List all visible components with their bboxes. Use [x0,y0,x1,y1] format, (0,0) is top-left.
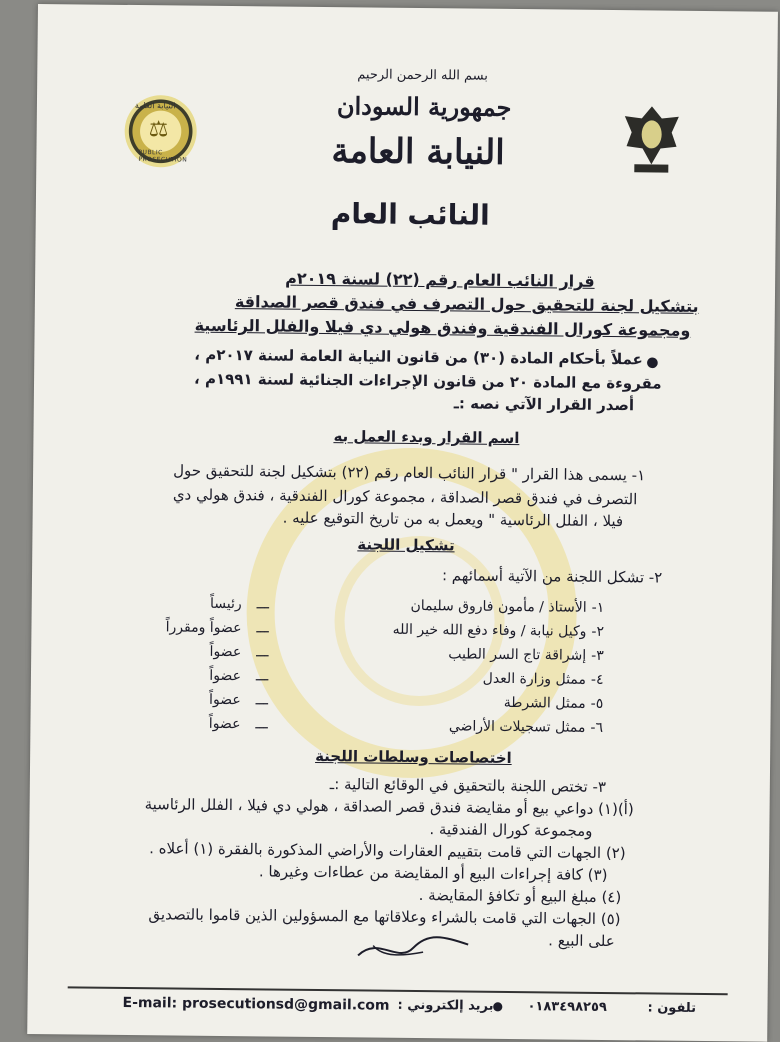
section-1-heading: اسم القرار وبدء العمل به [333,427,520,448]
logo-text: النيابة العامة [134,101,176,111]
member-number: ٢- [591,623,605,640]
member-dash: ـــ [255,716,268,733]
member-name: الأستاذ / مأمون فاروق سليمان [410,597,587,616]
member-role: عضواً [209,643,242,661]
member-name: ممثل الشرطة [503,694,586,712]
basmala: بسم الله الرحمن الرحيم [357,67,489,84]
sudan-emblem-icon [616,98,687,179]
section-1-line-3: فيلا ، الفلل الرئاسية " ويعمل به من تاريخ التوقيع عليه . [282,508,624,531]
member-role: عضواً [208,715,241,733]
preamble-line-2: مقروءة مع المادة ٢٠ من قانون الإجراءات الجنائية لسنة ١٩٩١م ، [193,369,662,393]
bullet-icon: ● [646,354,659,371]
member-dash: ـــ [256,596,270,613]
member-role: رئيساً [210,595,242,613]
logo-latin-text: PUBLIC PROSECUTION [138,149,188,164]
member-dash: ـــ [255,668,269,685]
member-name: وكيل نيابة / وفاء دفع الله خير الله [392,621,587,640]
footer-email-label: بريد إلكتروني : [397,997,494,1014]
decision-line-3: ومجموعة كورال الفندقية وفندق هولي دي فيلا والفلل الرئاسية [194,315,691,340]
country-name: جمهورية السودان [336,91,512,122]
member-dash: ـــ [256,620,269,637]
section-3-line-6: (٥) الجهات التي قامت بالشراء وعلاقاتها مع المسؤولين الذين قاموا بالتصديق [148,905,621,929]
member-number: ١- [591,599,605,616]
public-prosecution-logo [124,95,197,168]
member-name: ممثل تسجيلات الأراضي [448,718,586,736]
scales-icon: ⚖ [148,117,169,143]
preamble-line-1: عملاً بأحكام المادة (٣٠) من قانون النيابة العامة لسنة ٢٠١٧م ، [194,345,643,369]
member-number: ٣- [591,647,604,664]
section-3-line-1: (أ)(١) دواعي بيع أو مقايضة فندق قصر الصداقة ، هولي دي فيلا ، الفلل الرئاسية [144,795,634,819]
section-3-intro: ٣- تختص اللجنة بالتحقيق في الوقائع التالية :ـ [329,775,607,796]
member-name: ممثل وزارة العدل [482,670,587,688]
section-3-heading: اختصاصات وسلطات اللجنة [315,746,512,768]
member-role: عضواً ومقرراً [165,619,242,637]
footer-email: E-mail: prosecutionsd@gmail.com [122,994,390,1014]
member-role: عضواً [209,691,241,709]
section-1-line-1: ١- يسمى هذا القرار " قرار النائب العام رقم (٢٢) بتشكيل لجنة للتحقيق حول [173,461,646,485]
section-3-line-7: على البيع . [548,931,615,951]
preamble-line-3: أصدر القرار الآتي نصه :ـ [453,394,635,415]
section-3-line-3: (٢) الجهات التي قامت بتقييم العقارات والأراضي المذكورة بالفقرة (١) أعلاه . [149,839,626,863]
member-name: إشراقة تاج السر الطيب [448,646,587,664]
bullet-icon: ● [492,998,504,1013]
section-2-heading: تشكيل اللجنة [357,535,455,555]
member-dash: ـــ [255,692,269,709]
section-1-line-2: التصرف في فندق قصر الصداقة ، مجموعة كورال الفندقية ، فندق هولي دي [172,485,638,509]
footer-phone-label: تلفون : [647,1000,697,1016]
decision-line-2: بتشكيل لجنة للتحقيق حول التصرف في فندق قصر الصداقة [234,292,699,316]
signature [353,925,473,966]
footer-phone: ٠١٨٣٤٩٨٢٥٩ [527,999,607,1016]
office-name: النيابة العامة [331,131,505,173]
section-2-intro: ٢- تشكل اللجنة من الآتية أسمائهم : [441,566,663,587]
member-number: ٥- [590,695,604,712]
section-3-line-2: ومجموعة كورال الفندقية . [429,820,593,840]
member-number: ٤- [590,671,604,688]
member-role: عضواً [209,667,242,685]
member-dash: ـــ [256,644,269,661]
document-page [27,4,778,1042]
decision-line-1: قرار النائب العام رقم (٢٢) لسنة ٢٠١٩م [285,268,595,291]
member-number: ٦- [590,719,604,736]
section-3-line-4: (٣) كافة إجراءات البيع أو المقايضة من عطاءات وغيرها . [258,862,608,885]
page-title: النائب العام [330,197,490,232]
section-3-line-5: (٤) مبلغ البيع أو تكافؤ المقايضة . [418,886,622,907]
footer-divider [68,986,728,995]
